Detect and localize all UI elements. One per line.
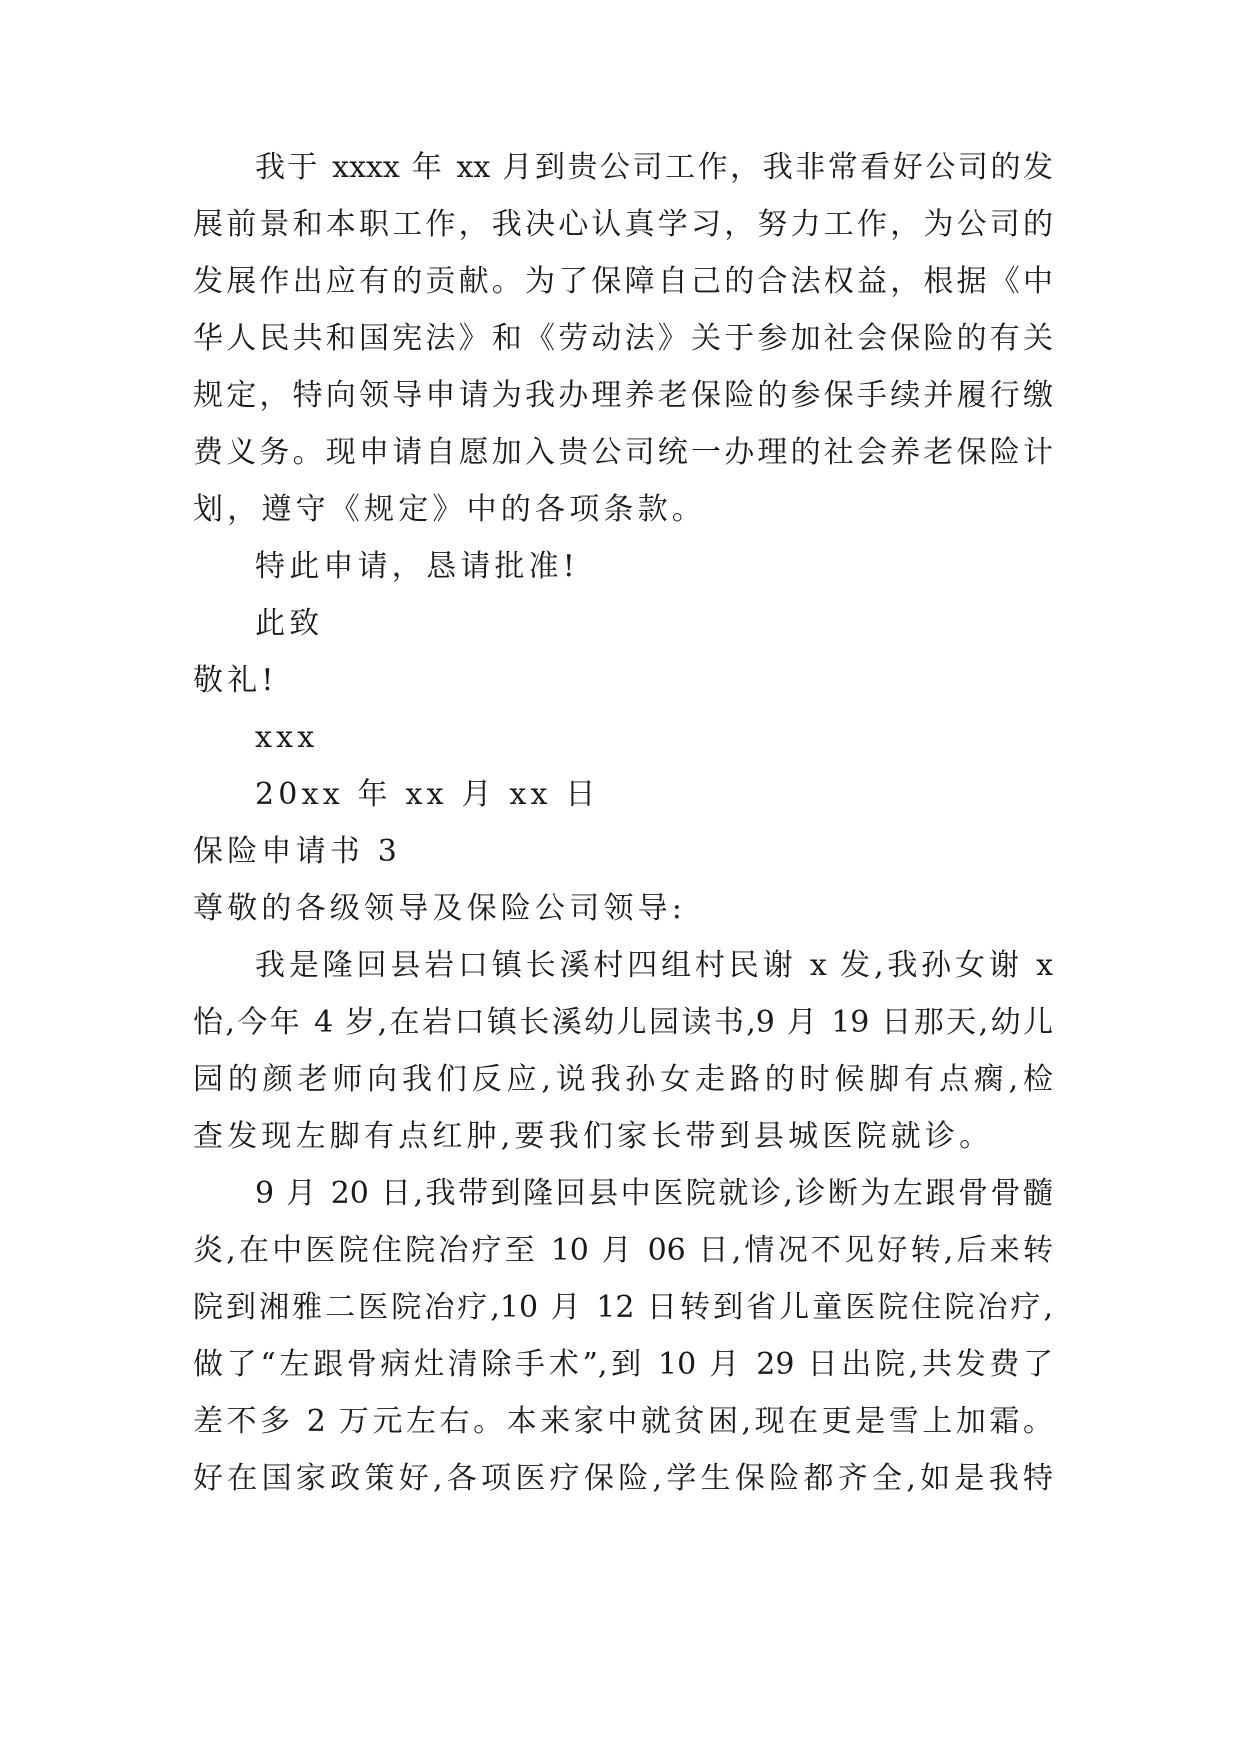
paragraph-line: 院到湘雅二医院冶疗,10 月 12 日转到省儿童医院住院冶疗, xyxy=(193,1290,1053,1325)
closing-regards: 敬礼! xyxy=(193,663,278,698)
section-title: 保险申请书 3 xyxy=(193,834,402,869)
paragraph-line: 好在国家政策好,各项医疗保险,学生保险都齐全,如是我特 xyxy=(193,1461,1053,1496)
paragraph-line: 炎,在中医院住院冶疗至 10 月 06 日,情况不见好转,后来转 xyxy=(193,1233,1053,1268)
closing-request: 特此申请，恳请批准! xyxy=(255,549,580,584)
signature-name: xxx xyxy=(255,720,319,755)
paragraph-line: 我于 xxxx 年 xx 月到贵公司工作，我非常看好公司的发 xyxy=(255,150,1053,185)
paragraph-line: 展前景和本职工作，我决心认真学习，努力工作，为公司的 xyxy=(193,207,1053,242)
paragraph-line: 规定，特向领导申请为我办理养老保险的参保手续并履行缴 xyxy=(193,378,1053,413)
paragraph-line: 怡,今年 4 岁,在岩口镇长溪幼儿园读书,9 月 19 日那天,幼儿 xyxy=(193,1005,1053,1040)
paragraph-line: 划，遵守《规定》中的各项条款。 xyxy=(193,492,706,527)
paragraph-line: 我是隆回县岩口镇长溪村四组村民谢 x 发,我孙女谢 x xyxy=(255,948,1053,983)
letter-greeting: 尊敬的各级领导及保险公司领导: xyxy=(193,891,687,926)
paragraph-line: 华人民共和国宪法》和《劳动法》关于参加社会保险的有关 xyxy=(193,321,1053,356)
paragraph-line: 差不多 2 万元左右。本来家中就贫困,现在更是雪上加霜。 xyxy=(193,1404,1053,1439)
paragraph-line: 9 月 20 日,我带到隆回县中医院就诊,诊断为左跟骨骨髓 xyxy=(255,1176,1053,1211)
paragraph-line: 费义务。现申请自愿加入贵公司统一办理的社会养老保险计 xyxy=(193,435,1053,470)
paragraph-line: 发展作出应有的贡献。为了保障自己的合法权益，根据《中 xyxy=(193,264,1053,299)
paragraph-line: 做了“左跟骨病灶清除手术”,到 10 月 29 日出院,共发费了 xyxy=(193,1347,1053,1382)
signature-date: 20xx 年 xx 月 xx 日 xyxy=(255,777,600,812)
paragraph-line: 园的颜老师向我们反应,说我孙女走路的时候脚有点瘸,检 xyxy=(193,1062,1053,1097)
closing-salutation: 此致 xyxy=(255,606,324,641)
paragraph-line: 查发现左脚有点红肿,要我们家长带到县城医院就诊。 xyxy=(193,1119,994,1154)
